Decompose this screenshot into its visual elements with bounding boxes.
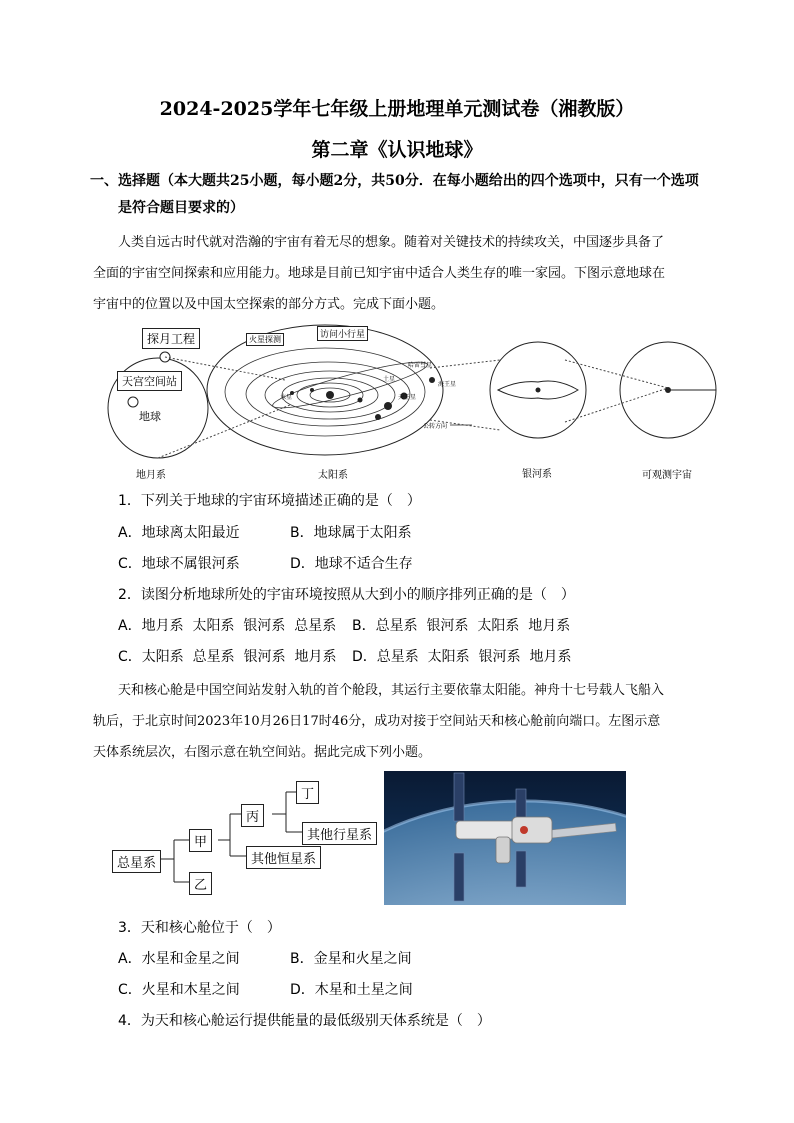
section-heading: 一、选择题（本大题共25小题，每小题2分，共50分．在每小题给出的四个选项中，只有一个选项	[90, 173, 699, 189]
q3-option-c[interactable]: C．火星和木星之间	[118, 982, 240, 998]
mars-probe-label: 火星探测	[246, 333, 284, 346]
q2-option-a[interactable]: A．地月系 太阳系 银河系 总星系	[118, 618, 337, 634]
tiny-label-neptune: 海王星	[438, 381, 457, 388]
node-jia: 甲	[189, 829, 212, 852]
solar-system-ellipse	[207, 325, 443, 455]
page-subtitle: 第二章《认识地球》	[311, 139, 483, 161]
page-title: 2024-2025学年七年级上册地理单元测试卷（湘教版）	[159, 98, 635, 120]
q2-option-c[interactable]: C．太阳系 总星系 银河系 地月系	[118, 649, 337, 665]
tiny-label-orbit-direction: 公转方向	[423, 423, 448, 430]
caption-earth-moon: 地月系	[136, 470, 166, 481]
q2-stem: 2．读图分析地球所处的宇宙环境按照从大到小的顺序排列正确的是（ ）	[118, 587, 575, 603]
tiny-label-uranus: 天王星	[398, 394, 417, 401]
node-ding: 丁	[296, 781, 319, 804]
tiny-label-saturn: 土星	[383, 376, 396, 383]
q3-stem: 3．天和核心舱位于（ ）	[118, 920, 281, 936]
lunar-probe-label: 探月工程	[142, 328, 200, 349]
asteroid-visit-label: 访问小行星	[317, 326, 368, 341]
q1-option-b[interactable]: B．地球属于太阳系	[290, 525, 412, 541]
q1-option-d[interactable]: D．地球不适合生存	[290, 556, 413, 572]
caption-galaxy: 银河系	[522, 469, 552, 480]
node-bing: 丙	[241, 804, 264, 827]
space-station-label: 天宫空间站	[117, 371, 182, 391]
node-total-galaxy-system: 总星系	[112, 850, 161, 873]
passage2-line3: 天体系统层次，右图示意在轨空间站。据此完成下列小题。	[93, 745, 432, 760]
q3-option-b[interactable]: B．金星和火星之间	[290, 951, 412, 967]
passage1-line1: 人类自远古时代就对浩瀚的宇宙有着无尽的想象。随着对关键技术的持续攻关，中国逐步具备了	[118, 235, 665, 250]
passage1-line2: 全面的宇宙空间探索和应用能力。地球是目前已知宇宙中适合人类生存的唯一家园。下图示意地球在	[93, 266, 666, 281]
q4-stem: 4．为天和核心舱运行提供能量的最低级别天体系统是（ ）	[118, 1013, 491, 1029]
section-heading-cont: 是符合题目要求的）	[118, 200, 244, 216]
earth-label: 地球	[139, 410, 161, 423]
passage2-line1: 天和核心舱是中国空间站发射入轨的首个舱段，其运行主要依靠太阳能。神舟十七号载人飞船入	[118, 683, 665, 698]
caption-solar-system: 太阳系	[318, 470, 348, 481]
q2-option-d[interactable]: D．总星系 太阳系 银河系 地月系	[352, 649, 572, 665]
space-station-image	[384, 771, 626, 905]
q3-option-d[interactable]: D．木星和土星之间	[290, 982, 413, 998]
node-yi: 乙	[189, 872, 212, 895]
sun-icon	[326, 391, 334, 399]
tiny-label-mercury: 水星	[280, 394, 293, 401]
q1-option-a[interactable]: A．地球离太阳最近	[118, 525, 240, 541]
passage1-line3: 宇宙中的位置以及中国太空探索的部分方式。完成下面小题。	[93, 297, 445, 312]
q1-stem: 1．下列关于地球的宇宙环境描述正确的是（ ）	[118, 493, 421, 509]
q3-option-a[interactable]: A．水星和金星之间	[118, 951, 240, 967]
node-other-planets: 其他行星系	[302, 822, 377, 845]
q2-option-b[interactable]: B．总星系 银河系 太阳系 地月系	[352, 618, 571, 634]
q1-option-c[interactable]: C．地球不属银河系	[118, 556, 240, 572]
passage2-line2: 轨后，于北京时间2023年10月26日17时46分，成功对接于空间站天和核心舱前向端口。左图示意	[93, 714, 661, 729]
node-other-stars: 其他恒星系	[246, 846, 321, 869]
tiny-label-comet: 哈雷彗星	[408, 362, 433, 369]
caption-universe: 可观测宇宙	[642, 470, 692, 481]
